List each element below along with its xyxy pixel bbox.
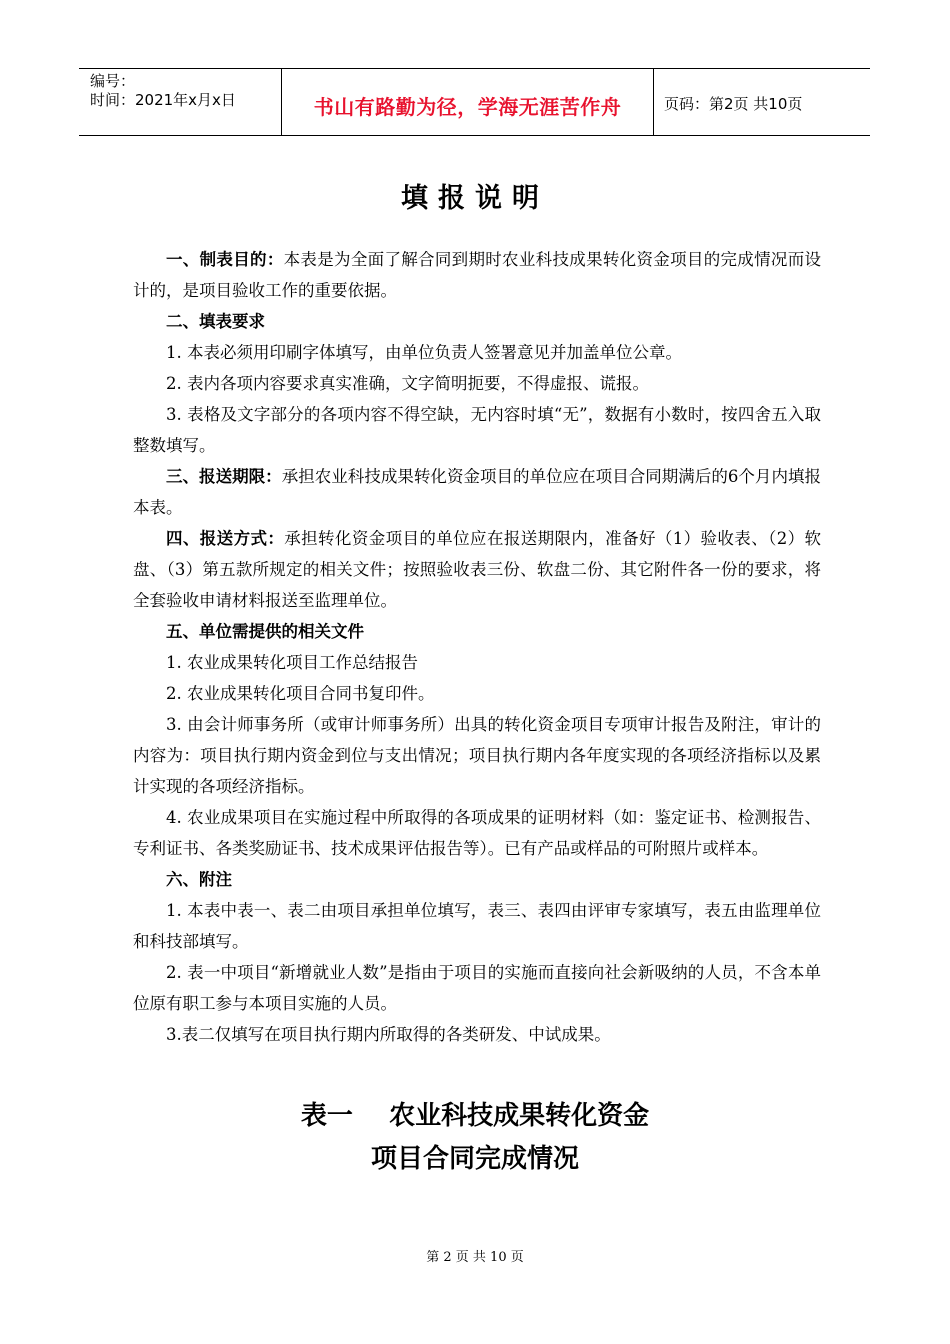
section-5-item: 4. 农业成果项目在实施过程中所取得的各项成果的证明材料（如：鉴定证书、检测报告、专利证书、各类奖励证书、技术成果评估报告等）。已有产品或样品的可附照片或样本。	[133, 808, 821, 858]
section-3-heading: 三、报送期限：	[166, 467, 282, 486]
section-5-item: 3. 由会计师事务所（或审计师事务所）出具的转化资金项目专项审计报告及附注，审计的内容为：项目执行期内资金到位与支出情况；项目执行期内各年度实现的各项经济指标以及累计实现的各项经济指标。	[133, 715, 821, 796]
section-4	[133, 523, 821, 616]
section-2-item: 2. 表内各项内容要求真实准确，文字简明扼要，不得虚报、谎报。	[166, 374, 649, 393]
page-title: 填报说明	[401, 183, 549, 214]
section-2-item: 3. 表格及文字部分的各项内容不得空缺，无内容时填“无”，数据有小数时，按四舍五入取整数填写。	[133, 405, 821, 455]
section-6-item: 2. 表一中项目“新增就业人数”是指由于项目的实施而直接向社会新吸纳的人员，不含本单位原有职工参与本项目实施的人员。	[133, 963, 821, 1013]
section-5-item: 2. 农业成果转化项目合同书复印件。	[166, 684, 435, 703]
section-2-item: 1. 本表必须用印刷字体填写，由单位负责人签署意见并加盖单位公章。	[166, 343, 682, 362]
motto: 书山有路勤为径，学海无涯苦作舟	[282, 69, 654, 135]
section-6-item: 1. 本表中表一、表二由项目承担单位填写，表三、表四由评审专家填写，表五由监理单位和科技部填写。	[133, 901, 821, 951]
section-4-heading: 四、报送方式：	[166, 529, 285, 548]
section-1-heading: 一、制表目的：	[166, 250, 284, 269]
section-6-heading: 六、附注	[166, 870, 232, 889]
table-title-line-1: 表一 农业科技成果转化资金	[300, 1101, 650, 1131]
section-2-heading: 二、填表要求	[166, 312, 265, 331]
section-4-text: 承担转化资金项目的单位应在报送期限内，准备好（1）验收表、（2）软盘、（3）第五款所规定的相关文件；按照验收表三份、软盘二份、其它附件各一份的要求，将全套验收申请材料报送至监理单位。	[133, 529, 822, 610]
section-5-item: 1. 农业成果转化项目工作总结报告	[166, 653, 418, 672]
header-table	[79, 68, 870, 136]
table-title-line-2: 项目合同完成情况	[370, 1144, 579, 1174]
header-left-cell	[79, 69, 282, 135]
number-label: 编号：	[90, 72, 136, 90]
section-6-item: 3.表二仅填写在项目执行期内所取得的各类研发、中试成果。	[166, 1025, 611, 1044]
page-info: 页码：第2页 共10页	[664, 95, 803, 113]
section-3	[133, 461, 821, 523]
section-1	[133, 244, 821, 306]
instructions-body	[133, 244, 821, 1050]
section-5-heading: 五、单位需提供的相关文件	[166, 622, 364, 641]
section-3-text: 承担农业科技成果转化资金项目的单位应在项目合同期满后的6个月内填报本表。	[133, 467, 822, 517]
time-label: 时间：2021年x月x日	[90, 91, 236, 109]
section-1-text: 本表是为全面了解合同到期时农业科技成果转化资金项目的完成情况而设计的，是项目验收工作的重要依据。	[133, 250, 822, 300]
page-footer: 第 2 页 共 10 页	[426, 1250, 524, 1265]
